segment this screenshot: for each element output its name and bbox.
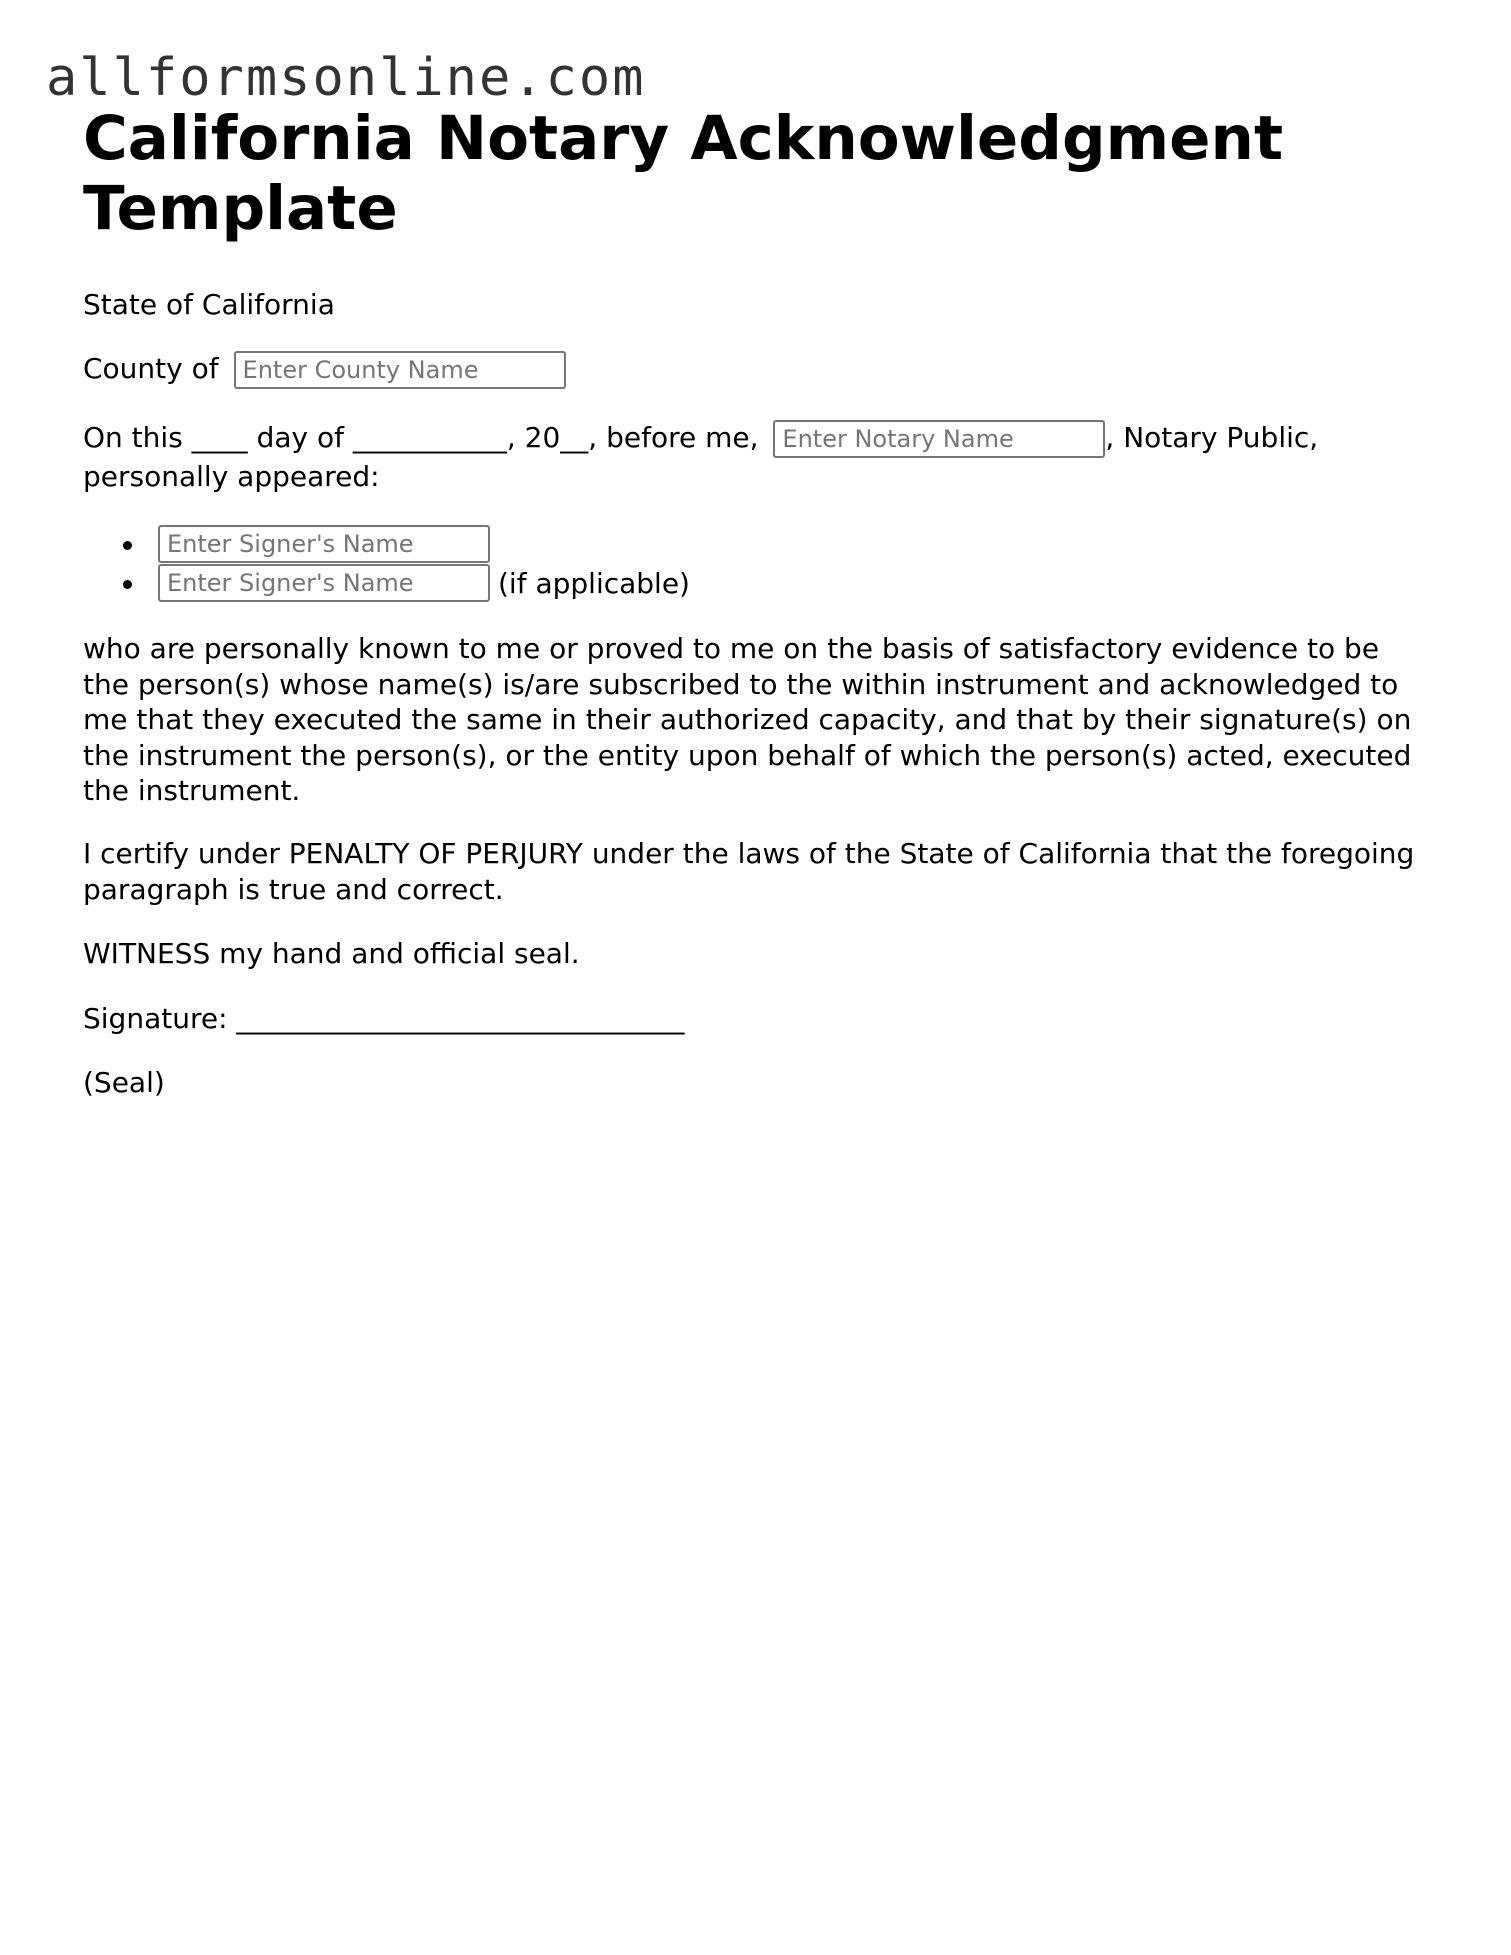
signature-line: Signature: ________________________________ — [83, 1002, 685, 1035]
county-label: County of — [83, 352, 219, 385]
appearance-line-2: personally appeared: — [83, 460, 380, 493]
signer-name-input-1[interactable] — [158, 525, 490, 563]
county-row — [83, 351, 566, 389]
witness-line: WITNESS my hand and official seal. — [83, 937, 580, 970]
signer-list — [83, 525, 690, 603]
list-item — [83, 525, 690, 564]
notary-name-input[interactable] — [773, 420, 1105, 458]
appearance-suffix: , Notary Public, — [1105, 421, 1319, 454]
appearance-prefix: On this ____ day of ___________, 20__, before me, — [83, 421, 759, 454]
signer-name-input-2[interactable] — [158, 564, 490, 602]
state-line: State of California — [83, 288, 335, 321]
bullet-icon — [123, 580, 132, 589]
appearance-line — [83, 420, 1318, 458]
watermark: allformsonline.com — [46, 48, 646, 108]
county-name-input[interactable] — [234, 351, 566, 389]
certify-paragraph: I certify under PENALTY OF PERJURY under the laws of the State of California that the foregoing paragraph is true and correct. — [83, 837, 1415, 906]
if-applicable-note: (if applicable) — [498, 567, 690, 600]
page-title: California Notary Acknowledgment Template — [83, 103, 1284, 244]
list-item — [83, 564, 690, 603]
bullet-icon — [123, 541, 132, 550]
acknowledgment-paragraph: who are personally known to me or proved to me on the basis of satisfactory evidence to be the person(s) whose name(s) is/are subscribed to the within instrument and acknowledged to me that they executed the same in their authorized capacity, and that by their signature(s) on the instrument the person(s), or the entity upon behalf of which the person(s) acted, executed the instrument. — [83, 632, 1412, 807]
seal-label: (Seal) — [83, 1066, 165, 1099]
